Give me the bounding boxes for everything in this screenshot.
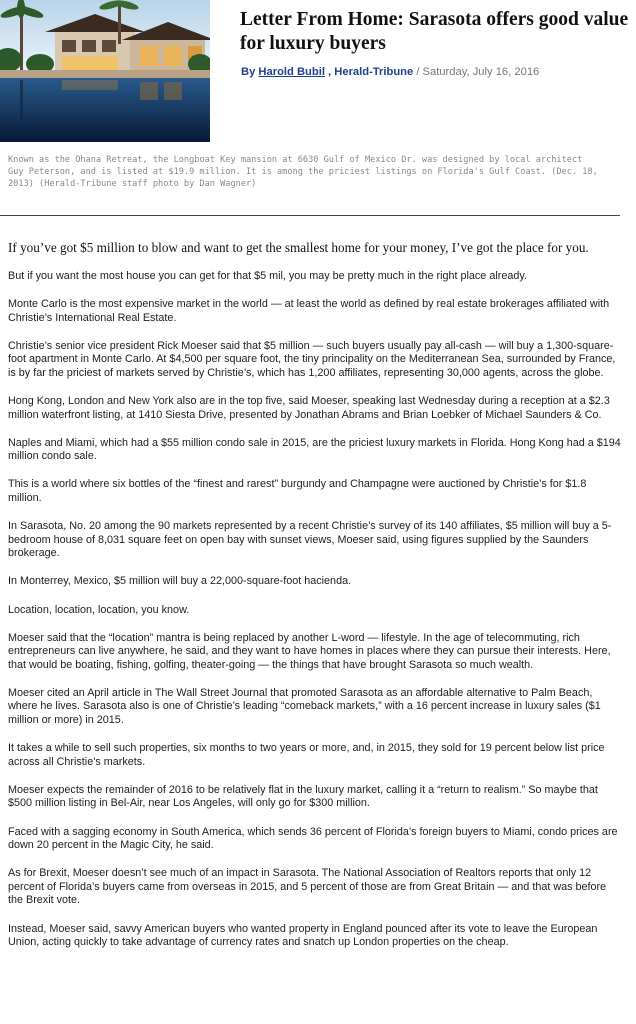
article-body (8, 270, 622, 964)
article-paragraph: It takes a while to sell such properties, six months to two years or more, and, in 2015, they sold for 19 percent below list price across all Christie’s markets. (8, 742, 605, 768)
article-lead: If you’ve got $5 million to blow and want to get the smallest home for your money, I’ve got the place for you. (8, 240, 589, 255)
article-paragraph: Monte Carlo is the most expensive market in the world — at least the world as defined by real estate brokerages affiliated with Christie’s International Real Estate. (8, 298, 610, 324)
byline-date-prefix: / (416, 66, 420, 78)
article-photo (0, 0, 210, 142)
article-paragraph: In Monterrey, Mexico, $5 million will buy a 22,000-square-foot hacienda. (8, 575, 352, 588)
article-paragraph: Moeser cited an April article in The Wall Street Journal that promoted Sarasota as an affordable alternative to Palm Beach, where he lives. Sarasota also is one of Christie’s leading “comeback markets,” with a 16 percent increase in luxury sales ($1 million or more) in 2015. (8, 686, 601, 727)
article-paragraph: Instead, Moeser said, savvy American buyers who wanted property in England pounced after its vote to leave the European Union, acting quickly to take advantage of currency rates and snatch up London properties on the cheap. (8, 922, 598, 949)
article-paragraph: Naples and Miami, which had a $55 million condo sale in 2015, are the priciest luxury markets in Florida. Hong Kong had a $194 million condo sale. (8, 436, 621, 463)
byline-by: By (241, 66, 256, 78)
article-paragraph: Christie’s senior vice president Rick Moeser said that $5 million — such buyers usually pay all-cash — will buy a 1,300-square-foot apartment in Monte Carlo. At $4,500 per square foot, the tiny principality on the Mediterranean Sea, surrounded by France, is by far the priciest of markets served by Christie’s, which has 1,200 affiliates, representing 30,000 agents, across the globe. (8, 339, 616, 379)
author-link[interactable]: Harold Bubil (258, 66, 325, 78)
mansion-photo-illustration (0, 0, 210, 142)
photo-caption: Known as the Ohana Retreat, the Longboat Key mansion at 6630 Gulf of Mexico Dr. was designed by local architect Guy Peterson, and is listed at $19.9 million. It is among the priciest listings on Florida's Gulf Coast. (Dec. 18, 2013) (Herald-Tribune staff photo by Dan Wagner) (8, 155, 598, 189)
header-divider (0, 215, 620, 216)
article-headline: Letter From Home: Sarasota offers good value for luxury buyers (240, 9, 629, 54)
byline-separator: , (328, 66, 332, 78)
article-paragraph: Faced with a sagging economy in South America, which sends 36 percent of Florida’s foreign buyers to Miami, condo prices are down 20 percent in the Magic City, he said. (8, 825, 618, 852)
article-paragraph: Hong Kong, London and New York also are in the top five, said Moeser, speaking last Wednesday during a reception at a $2.3 million waterfront listing, at 1410 Siesta Drive, presented by Jonathan Abrams and Brian Loebker of Michael Saunders & Co. (8, 395, 610, 421)
article-paragraph: As for Brexit, Moeser doesn’t see much of an impact in Sarasota. The National Association of Realtors reports that only 12 percent of Florida’s buyers came from overseas in 2015, and 5 percent of those are from Great Britain — and that was before the Brexit vote. (8, 867, 607, 907)
article-paragraph: Moeser said that the “location” mantra is being replaced by another L-word — lifestyle. In the age of telecommuting, rich entrepreneurs can live anywhere, he said, and they want to have homes in places where they can pursue their interests. Here, that would be boating, fishing, golfing, theater-going — the things that have brought Sarasota so much wealth. (8, 631, 611, 671)
article-paragraph: In Sarasota, No. 20 among the 90 markets represented by a recent Christie’s survey of its 140 affiliates, $5 million will buy a 5-bedroom house of 8,031 square feet on open bay with sunset views, Moeser said, using figures supplied by the Saunders brokerage. (8, 520, 612, 560)
article-paragraph: This is a world where six bottles of the “finest and rarest” burgundy and Champagne were auctioned by Christie’s for $1.8 million. (8, 478, 587, 505)
article-paragraph: Location, location, location, you know. (8, 603, 190, 616)
article-paragraph: Moeser expects the remainder of 2016 to be relatively flat in the luxury market, calling it a “return to realism.” So maybe that $500 million listing in Bel-Air, near Los Angeles, will only go for $300 million. (8, 783, 598, 810)
byline-organization: Herald-Tribune (334, 66, 414, 78)
article-byline (241, 66, 539, 78)
byline-date: Saturday, July 16, 2016 (422, 66, 540, 78)
article-paragraph: But if you want the most house you can get for that $5 mil, you may be pretty much in the right place already. (8, 270, 527, 282)
